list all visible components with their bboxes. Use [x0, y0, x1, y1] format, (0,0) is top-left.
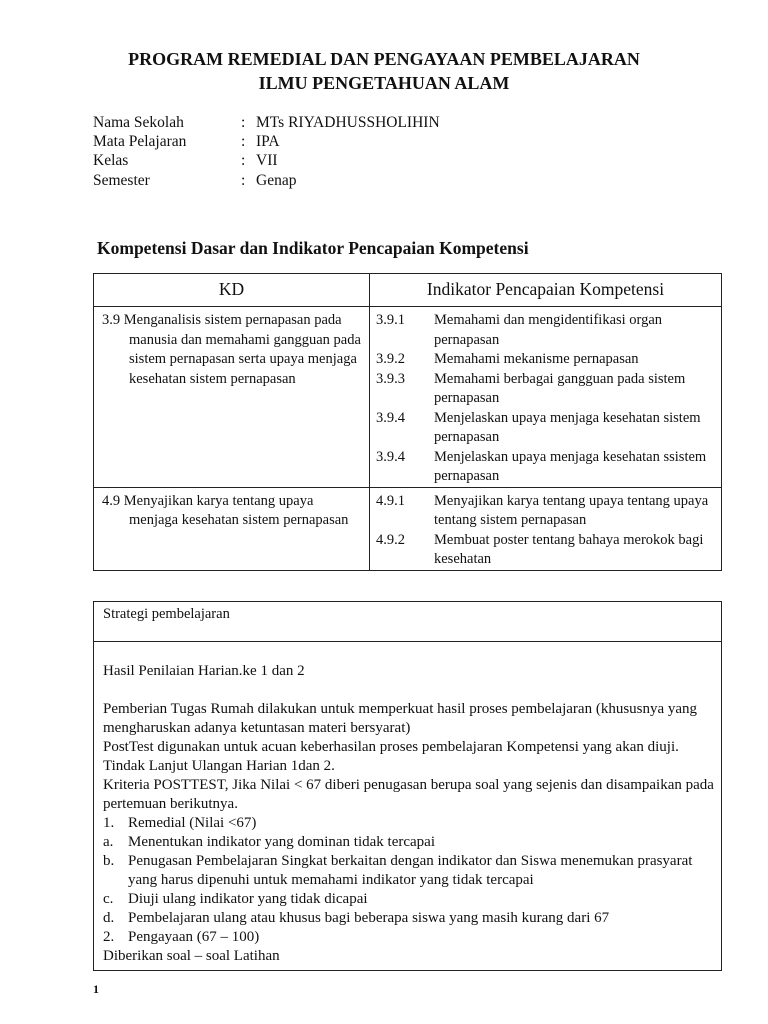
- indicator-text: Membuat poster tentang bahaya merokok bagi kesehatan: [434, 531, 704, 567]
- kd-text: 3.9 Menganalisis sistem pernapasan pada manusia dan memahami gangguan pada sistem pernapasan serta upaya menjaga kesehatan sistem pernapasan: [102, 312, 361, 387]
- page-number: 1: [93, 982, 99, 996]
- list-marker: 1.: [103, 815, 115, 831]
- assessment-heading: Hasil Penilaian Harian.ke 1 dan 2: [103, 663, 305, 679]
- list-text: Menentukan indikator yang dominan tidak tercapai: [128, 834, 435, 850]
- indicator-item: [376, 409, 715, 448]
- list-text: Penugasan Pembelajaran Singkat berkaitan dengan indikator dan Siswa menemukan prasyarat yang harus dipenuhi untuk memahami indikator yang tidak tercapai: [128, 853, 693, 888]
- list-item: [103, 928, 723, 947]
- indicator-item: [376, 350, 715, 370]
- indicator-item: [376, 448, 715, 487]
- closing-text: Diberikan soal – soal Latihan: [103, 948, 280, 964]
- list-marker: c.: [103, 891, 114, 907]
- indicator-number: 4.9.2: [376, 531, 405, 548]
- indicator-item: [376, 492, 715, 531]
- info-row-semester: [93, 172, 593, 192]
- indicator-item: [376, 311, 715, 350]
- strategy-divider: [94, 641, 721, 642]
- list-item: [103, 909, 723, 928]
- list-marker: 2.: [103, 929, 115, 945]
- indicator-number: 3.9.4: [376, 448, 405, 465]
- info-label: Nama Sekolah: [93, 114, 184, 131]
- info-colon: :: [241, 114, 246, 131]
- info-value: VII: [256, 152, 278, 169]
- list-text: Pembelajaran ulang atau khusus bagi beberapa siswa yang masih kurang dari 67: [128, 910, 610, 926]
- indicator-text: Memahami mekanisme pernapasan: [434, 351, 639, 367]
- indicator-item: [376, 370, 715, 409]
- indicator-text: Memahami dan mengidentifikasi organ pernapasan: [434, 312, 663, 348]
- info-label: Semester: [93, 172, 150, 189]
- list-item: [103, 833, 723, 852]
- list-item: [103, 852, 723, 890]
- list-marker: b.: [103, 853, 115, 869]
- list-item: [103, 890, 723, 909]
- indicator-number: 3.9.1: [376, 312, 405, 328]
- indicator-number: 3.9.4: [376, 409, 405, 426]
- table-row: [94, 307, 722, 488]
- indicator-number: 4.9.1: [376, 492, 405, 509]
- indicator-text: Menjelaskan upaya menjaga kesehatan sistem pernapasan: [434, 409, 701, 445]
- info-row-subject: [93, 133, 593, 153]
- list-marker: d.: [103, 910, 115, 926]
- info-value: Genap: [256, 172, 297, 189]
- kd-cell: [94, 307, 370, 488]
- indicator-cell: [370, 307, 722, 488]
- indicator-text: Menyajikan karya tentang upaya tentang upaya tentang sistem pernapasan: [434, 492, 709, 528]
- list-marker: a.: [103, 834, 114, 850]
- list-text: Diuji ulang indikator yang tidak dicapai: [128, 891, 368, 907]
- indicator-number: 3.9.3: [376, 370, 405, 387]
- paragraph-criteria: Kriteria POSTTEST, Jika Nilai < 67 diberi penugasan berupa soal yang sejenis dan disampaikan pada pertemuan berikutnya.: [103, 777, 714, 812]
- info-colon: :: [241, 133, 246, 150]
- paragraph-posttest: PostTest digunakan untuk acuan keberhasilan proses pembelajaran Kompetensi yang akan diuji. Tindak Lanjut Ulangan Harian 1dan 2.: [103, 739, 679, 774]
- info-value: MTs RIYADHUSSHOLIHIN: [256, 114, 440, 131]
- info-colon: :: [241, 172, 246, 189]
- info-label: Mata Pelajaran: [93, 133, 187, 150]
- indicator-cell: [370, 487, 722, 570]
- info-colon: :: [241, 152, 246, 169]
- info-value: IPA: [256, 133, 280, 150]
- info-label: Kelas: [93, 152, 129, 169]
- info-row-class: [93, 152, 593, 172]
- info-row-school: [93, 114, 593, 134]
- kd-cell: [94, 487, 370, 570]
- competency-table: [93, 273, 722, 571]
- indicator-text: Menjelaskan upaya menjaga kesehatan ssistem pernapasan: [434, 448, 707, 484]
- kd-text: 4.9 Menyajikan karya tentang upaya menjaga kesehatan sistem pernapasan: [102, 492, 349, 528]
- strategy-body: [103, 662, 723, 966]
- indicator-number: 3.9.2: [376, 351, 405, 367]
- column-header-indikator: Indikator Pencapaian Kompetensi: [370, 274, 722, 307]
- page-title: PROGRAM REMEDIAL DAN PENGAYAAN PEMBELAJARAN: [128, 49, 640, 69]
- paragraph-homework: Pemberian Tugas Rumah dilakukan untuk memperkuat hasil proses pembelajaran (khususnya yang mengharuskan adanya ketuntasan materi bersyarat): [103, 701, 698, 736]
- column-header-kd: KD: [94, 274, 370, 307]
- page-subtitle: ILMU PENGETAHUAN ALAM: [258, 73, 510, 93]
- indicator-text: Memahami berbagai gangguan pada sistem pernapasan: [434, 370, 686, 406]
- table-row: [94, 487, 722, 570]
- strategy-box: [93, 601, 722, 971]
- list-text: Pengayaan (67 – 100): [128, 929, 260, 945]
- section-title: Kompetensi Dasar dan Indikator Pencapaian Kompetensi: [97, 238, 529, 258]
- strategy-heading: Strategi pembelajaran: [103, 606, 230, 622]
- indicator-item: [376, 531, 715, 570]
- table-header-row: [94, 274, 722, 307]
- list-text: Remedial (Nilai <67): [128, 815, 257, 831]
- list-item: [103, 814, 723, 833]
